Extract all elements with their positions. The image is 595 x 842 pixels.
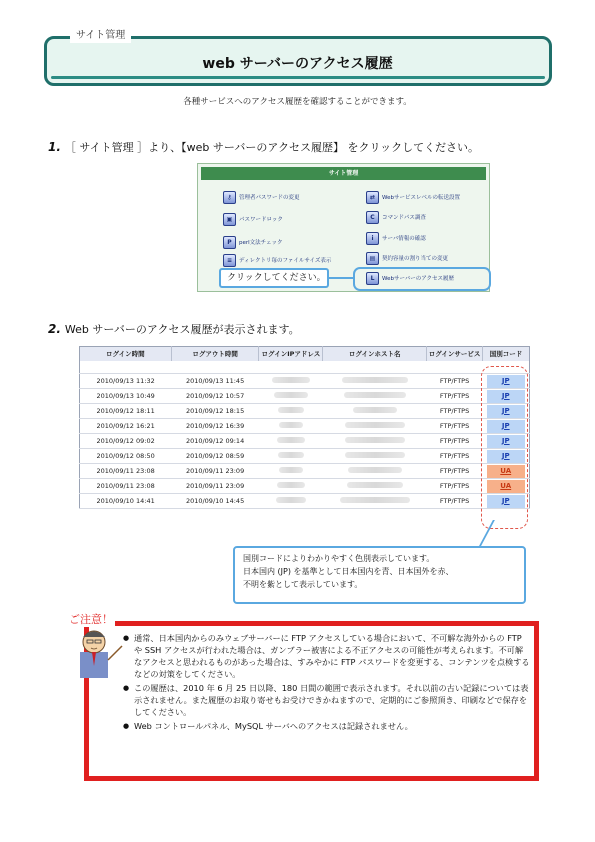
hostname-cell — [323, 374, 427, 389]
hostname-cell — [323, 434, 427, 449]
login-time-cell: 2010/09/13 11:32 — [80, 374, 172, 389]
country-code-link[interactable]: JP — [487, 435, 525, 448]
redacted-ip — [277, 482, 305, 488]
hostname-cell — [323, 449, 427, 464]
logout-time-cell: 2010/09/11 23:09 — [171, 464, 259, 479]
service-cell: FTP/FTPS — [427, 494, 483, 509]
menu-item-admin-password[interactable] — [223, 189, 300, 205]
menu-item-label: サーバ情報の確認 — [382, 236, 426, 242]
menu-item-label: 契約容量の割り当ての変更 — [382, 256, 449, 262]
table-row — [80, 494, 530, 509]
note-line: 日本国内 (JP) を基準として日本国内を青、日本国外を赤、 — [243, 567, 454, 576]
table-row — [80, 464, 530, 479]
ip-address-cell — [259, 434, 323, 449]
redacted-ip — [278, 452, 304, 458]
logout-time-cell: 2010/09/11 23:09 — [171, 479, 259, 494]
redacted-hostname — [340, 497, 410, 503]
country-code-link[interactable]: JP — [487, 375, 525, 388]
callout-highlight — [353, 267, 491, 291]
service-cell: FTP/FTPS — [427, 374, 483, 389]
header-underline — [51, 76, 545, 79]
table-row — [80, 449, 530, 464]
step-number: 2. — [48, 322, 61, 336]
service-cell: FTP/FTPS — [427, 434, 483, 449]
redacted-hostname — [345, 437, 405, 443]
menu-item-server-info[interactable] — [366, 230, 426, 246]
menu-item-label: Webサーバーのアクセス履歴 — [382, 276, 455, 282]
key-icon: ⚷ — [223, 191, 236, 204]
country-code-link[interactable]: JP — [487, 495, 525, 508]
menu-item-dir-size[interactable] — [223, 252, 331, 268]
table-spacer-row — [80, 361, 530, 374]
redacted-ip — [276, 497, 306, 503]
page-title: web サーバーのアクセス履歴 — [202, 56, 393, 72]
caution-item: ● この履歴は、2010 年 6 月 25 日以降、180 日間の範囲で表示されます。それ以前の古い記録については表示されません。また履歴のお取り寄せもお受けできかねますので、定期的にご参照頂き、印刷などで保存をしてください。 — [123, 682, 531, 718]
logout-time-cell: 2010/09/12 09:14 — [171, 434, 259, 449]
login-time-cell: 2010/09/12 18:11 — [80, 404, 172, 419]
ip-address-cell — [259, 374, 323, 389]
service-cell: FTP/FTPS — [427, 419, 483, 434]
table-row — [80, 389, 530, 404]
teacher-illustration — [64, 622, 124, 680]
ip-address-cell — [259, 419, 323, 434]
header-tab-label: サイト管理 — [70, 29, 131, 43]
table-row — [80, 419, 530, 434]
logout-time-cell: 2010/09/10 14:45 — [171, 494, 259, 509]
capacity-icon: ▤ — [366, 252, 379, 265]
country-code-link[interactable]: JP — [487, 390, 525, 403]
login-time-cell: 2010/09/10 14:41 — [80, 494, 172, 509]
perl-icon: P — [223, 236, 236, 249]
menu-item-label: 管理者パスワードの変更 — [239, 195, 300, 201]
service-cell: FTP/FTPS — [427, 389, 483, 404]
menu-item-redirect[interactable] — [366, 189, 460, 205]
caution-item: ● 通常、日本国内からのみウェブサーバーに FTP アクセスしている場合において、不可解な海外からの FTP や SSH アクセスが行われた場合は、ガンブラー被害による不正アクセスの可能性が考えられます。不可解なアクセスと思われるものがあった場合は、すみやかに FTP パスワードを変更する、コンテンツを点検するなどの対策をしてください。 — [123, 632, 531, 680]
menu-item-command-path[interactable] — [366, 209, 426, 225]
country-code-link[interactable]: UA — [487, 480, 525, 493]
country-code-link[interactable]: JP — [487, 450, 525, 463]
table-header-row — [80, 347, 530, 361]
caution-title: ご注意！ — [69, 613, 113, 626]
login-time-cell: 2010/09/11 23:08 — [80, 464, 172, 479]
hostname-cell — [323, 494, 427, 509]
logout-time-cell: 2010/09/12 08:59 — [171, 449, 259, 464]
service-cell: FTP/FTPS — [427, 479, 483, 494]
step-1 — [48, 139, 479, 155]
menu-item-label: コマンドパス調査 — [382, 215, 426, 221]
document-icon: ≡ — [223, 254, 236, 267]
login-time-cell: 2010/09/12 08:50 — [80, 449, 172, 464]
logout-time-cell: 2010/09/13 11:45 — [171, 374, 259, 389]
ip-address-cell — [259, 494, 323, 509]
menu-item-label: perl文法チェック — [239, 240, 283, 246]
column-header: ログイン時間 — [80, 347, 172, 361]
redacted-ip — [279, 422, 303, 428]
hostname-cell — [323, 389, 427, 404]
ip-address-cell — [259, 449, 323, 464]
table-row — [80, 404, 530, 419]
click-callout: クリックしてください。 — [219, 268, 329, 288]
menu-item-capacity[interactable] — [366, 250, 448, 266]
redacted-ip — [277, 437, 305, 443]
redacted-ip — [274, 392, 308, 398]
redacted-ip — [279, 467, 303, 473]
logout-time-cell: 2010/09/12 16:39 — [171, 419, 259, 434]
menu-item-label: ディレクトリ毎のファイルサイズ表示 — [239, 258, 332, 264]
column-header: ログインホスト名 — [323, 347, 427, 361]
menu-item-password-lock[interactable] — [223, 211, 283, 227]
service-cell: FTP/FTPS — [427, 464, 483, 479]
login-time-cell: 2010/09/12 09:02 — [80, 434, 172, 449]
redacted-hostname — [353, 407, 397, 413]
lock-icon: ▣ — [223, 213, 236, 226]
redacted-hostname — [345, 422, 405, 428]
hostname-cell — [323, 419, 427, 434]
column-header: 国別コード — [482, 347, 529, 361]
logout-time-cell: 2010/09/12 10:57 — [171, 389, 259, 404]
step-2 — [48, 321, 300, 337]
redacted-hostname — [344, 392, 406, 398]
redirect-icon: ⇄ — [366, 191, 379, 204]
step-number: 1. — [48, 140, 61, 154]
service-cell: FTP/FTPS — [427, 404, 483, 419]
redacted-hostname — [348, 467, 402, 473]
page-subtitle: 各種サービスへのアクセス履歴を確認することができます。 — [183, 97, 412, 107]
log-icon: L — [366, 272, 379, 285]
ip-address-cell — [259, 464, 323, 479]
cgi-icon: C — [366, 211, 379, 224]
hostname-cell — [323, 464, 427, 479]
caution-list — [123, 632, 531, 734]
column-header: ログアウト時間 — [171, 347, 259, 361]
table-row — [80, 374, 530, 389]
login-time-cell: 2010/09/12 16:21 — [80, 419, 172, 434]
menu-title: サイト管理 — [201, 167, 486, 180]
callout-connector — [329, 277, 354, 279]
service-cell: FTP/FTPS — [427, 449, 483, 464]
hostname-cell — [323, 479, 427, 494]
country-code-link[interactable]: JP — [487, 420, 525, 433]
login-time-cell: 2010/09/11 23:08 — [80, 479, 172, 494]
table-row — [80, 479, 530, 494]
login-time-cell: 2010/09/13 10:49 — [80, 389, 172, 404]
menu-item-label: Webサービスレベルの転送設置 — [382, 195, 460, 201]
redacted-ip — [278, 407, 304, 413]
caution-item: ● Web コントロールパネル、MySQL サーバへのアクセスは記録されません。 — [123, 720, 531, 732]
country-code-highlight — [481, 366, 528, 529]
redacted-hostname — [342, 377, 408, 383]
ip-address-cell — [259, 479, 323, 494]
ip-address-cell — [259, 389, 323, 404]
redacted-hostname — [347, 482, 403, 488]
country-code-link[interactable]: UA — [487, 465, 525, 478]
redacted-ip — [272, 377, 310, 383]
logout-time-cell: 2010/09/12 18:15 — [171, 404, 259, 419]
column-header: ログインIPアドレス — [259, 347, 323, 361]
hostname-cell — [323, 404, 427, 419]
access-history-table — [79, 346, 530, 509]
column-header: ログインサービス — [427, 347, 483, 361]
redacted-hostname — [345, 452, 405, 458]
country-code-note — [233, 546, 526, 604]
note-line: 国別コードによりわかりやすく色別表示しています。 — [243, 554, 435, 563]
table-row — [80, 434, 530, 449]
country-code-link[interactable]: JP — [487, 405, 525, 418]
menu-item-perl-check[interactable] — [223, 234, 283, 250]
ip-address-cell — [259, 404, 323, 419]
step-text: ［ サイト管理 ］より、【web サーバーのアクセス履歴】 をクリックしてください。 — [64, 141, 480, 154]
note-line: 不明を紫として表示しています。 — [243, 580, 363, 589]
server-info-icon: i — [366, 232, 379, 245]
step-text: Web サーバーのアクセス履歴が表示されます。 — [64, 323, 300, 336]
menu-item-label: パスワードロック — [239, 217, 283, 223]
